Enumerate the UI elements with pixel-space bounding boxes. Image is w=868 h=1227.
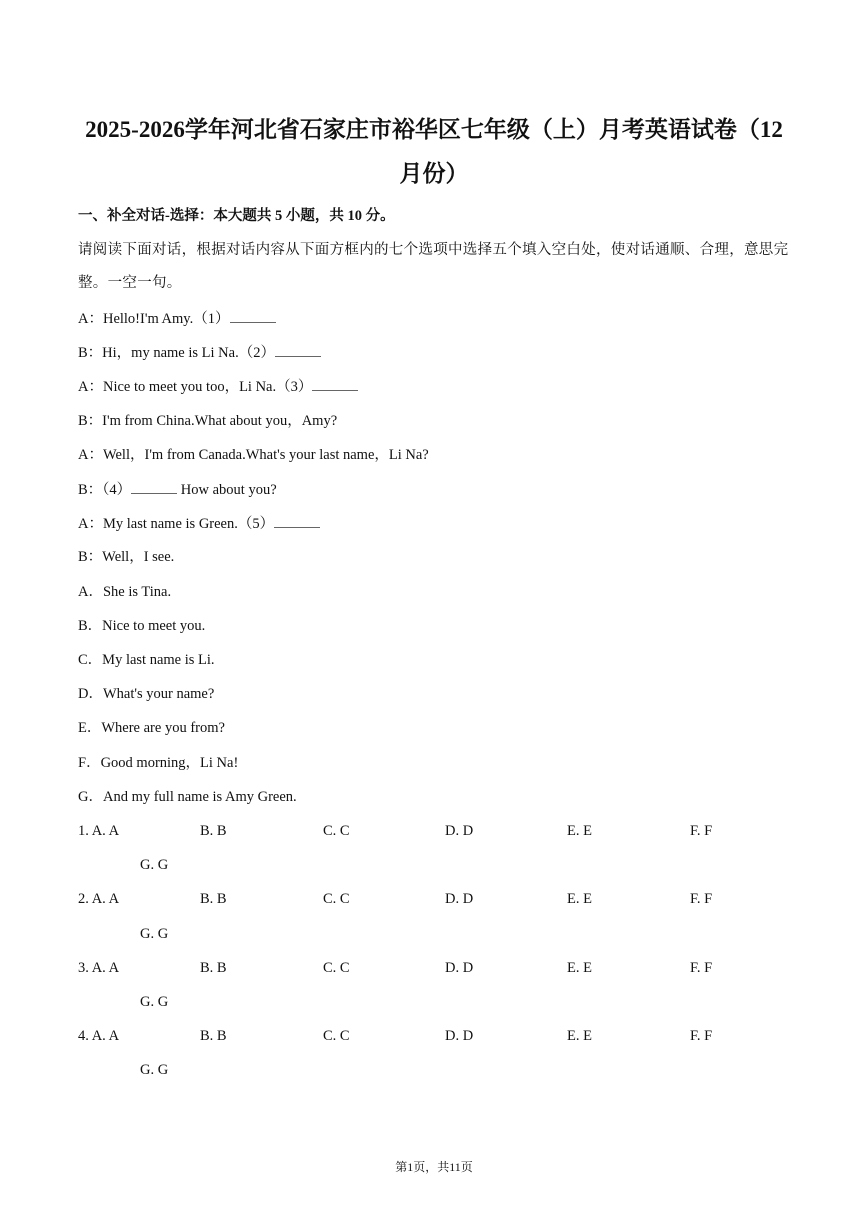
choice-label: D. D [445,1028,474,1045]
choice-1[interactable] [78,889,119,909]
question-number: 1. [78,823,89,839]
choice-3[interactable] [323,958,350,978]
dialogue-text: A：My last name is Green.（5） [78,516,275,533]
choice-label: F. F [690,823,713,839]
exam-title-line2: 月份） [399,161,469,186]
choice-5[interactable] [567,889,592,909]
choice-label: B. B [200,891,227,908]
choice-7[interactable] [140,1060,168,1080]
choice-5[interactable] [567,821,592,841]
choice-label: E. E [567,1028,592,1045]
question-number: 4. [78,1028,89,1045]
choice-label: F. F [690,1028,713,1045]
choice-6[interactable] [690,889,712,909]
choice-5[interactable] [567,958,592,978]
dialogue-text: A：Nice to meet you too，Li Na.（3） [78,379,313,396]
dialogue-line [78,411,337,431]
dialogue-text: B：Hi，my name is Li Na.（2） [78,345,275,362]
choice-label: E. E [567,891,592,908]
choice-7[interactable] [140,855,168,875]
choice-label: F. F [690,891,713,908]
dialogue-text: A：Well，I'm from Canada.What's your last name，Li Na? [78,446,429,463]
option-item: D．What's your name? [78,686,215,703]
choice-label: G. G [140,925,169,942]
choice-1[interactable] [78,821,119,841]
choice-6[interactable] [690,821,712,841]
dialogue-line [78,513,320,534]
choice-4[interactable] [445,1026,473,1046]
choice-label: D. D [445,891,474,908]
page-footer: 第1页，共11页 [395,1160,473,1174]
option-item: C．My last name is Li. [78,652,215,668]
choice-label: G. G [140,857,169,874]
option-item: E．Where are you from? [78,720,225,737]
option-item: F．Good morning，Li Na! [78,754,239,771]
choice-label: G. G [140,1062,169,1079]
dialogue-text: B：Well，I see. [78,549,175,566]
dialogue-text: B：（4） [78,482,132,498]
choice-3[interactable] [323,889,350,909]
choice-2[interactable] [200,889,227,909]
option-item: A．She is Tina. [78,583,172,600]
choice-4[interactable] [445,958,473,978]
exam-title-line1: 2025-2026学年河北省石家庄市裕华区七年级（上）月考英语试卷（12 [85,117,783,142]
answer-blank[interactable] [312,376,358,391]
dialogue-line [78,342,321,363]
dialogue-line [78,376,358,397]
choice-label: A. A [91,959,120,976]
answer-blank[interactable] [275,342,321,357]
option-item: G．And my full name is Amy Green. [78,788,297,805]
choice-7[interactable] [140,924,168,944]
choice-label: B. B [200,1028,227,1045]
dialogue-text: B：I'm from China.What about you，Amy? [78,412,338,429]
choice-3[interactable] [323,821,350,841]
dialogue-line [78,479,277,500]
answer-blank[interactable] [131,479,177,494]
dialogue-line [78,547,174,567]
choice-7[interactable] [140,992,168,1012]
choice-1[interactable] [78,958,119,978]
dialogue-line [78,445,429,465]
option-item: B．Nice to meet you. [78,617,206,634]
exam-title [70,108,798,196]
choice-2[interactable] [200,1026,227,1046]
dialogue-text-after: How about you? [177,482,277,498]
answer-blank[interactable] [274,513,320,528]
section-heading: 一、补全对话-选择：本大题共 5 小题，共 10 分。 [78,208,395,224]
choice-label: D. D [445,959,474,976]
choice-label: C. C [323,891,350,908]
answer-blank[interactable] [230,308,276,323]
choice-1[interactable] [78,1026,119,1046]
choice-2[interactable] [200,821,227,841]
choice-label: F. F [690,959,713,976]
section-instruction: 请阅读下面对话，根据对话内容从下面方框内的七个选项中选择五个填入空白处，使对话通顺、合理，意思完整。一空一句。 [78,242,789,291]
choice-label: B. B [200,823,227,839]
choice-label: C. C [323,1028,350,1045]
question-number: 3. [78,959,89,976]
dialogue-text: A：Hello!I'm Amy.（1） [78,311,230,327]
choice-4[interactable] [445,821,473,841]
choice-4[interactable] [445,889,473,909]
choice-2[interactable] [200,958,227,978]
choice-label: D. D [445,823,474,839]
choice-6[interactable] [690,958,712,978]
choice-label: A. A [91,891,120,908]
choice-label: C. C [323,959,350,976]
choice-label: A. A [91,1028,120,1045]
choice-label: E. E [567,959,592,976]
choice-label: E. E [567,823,592,839]
choice-3[interactable] [323,1026,350,1046]
dialogue-line [78,308,276,329]
choice-6[interactable] [690,1026,712,1046]
question-number: 2. [78,891,89,908]
choice-5[interactable] [567,1026,592,1046]
choice-label: G. G [140,994,169,1010]
choice-label: A. A [91,823,120,839]
choice-label: C. C [323,823,350,839]
choice-label: B. B [200,959,227,976]
